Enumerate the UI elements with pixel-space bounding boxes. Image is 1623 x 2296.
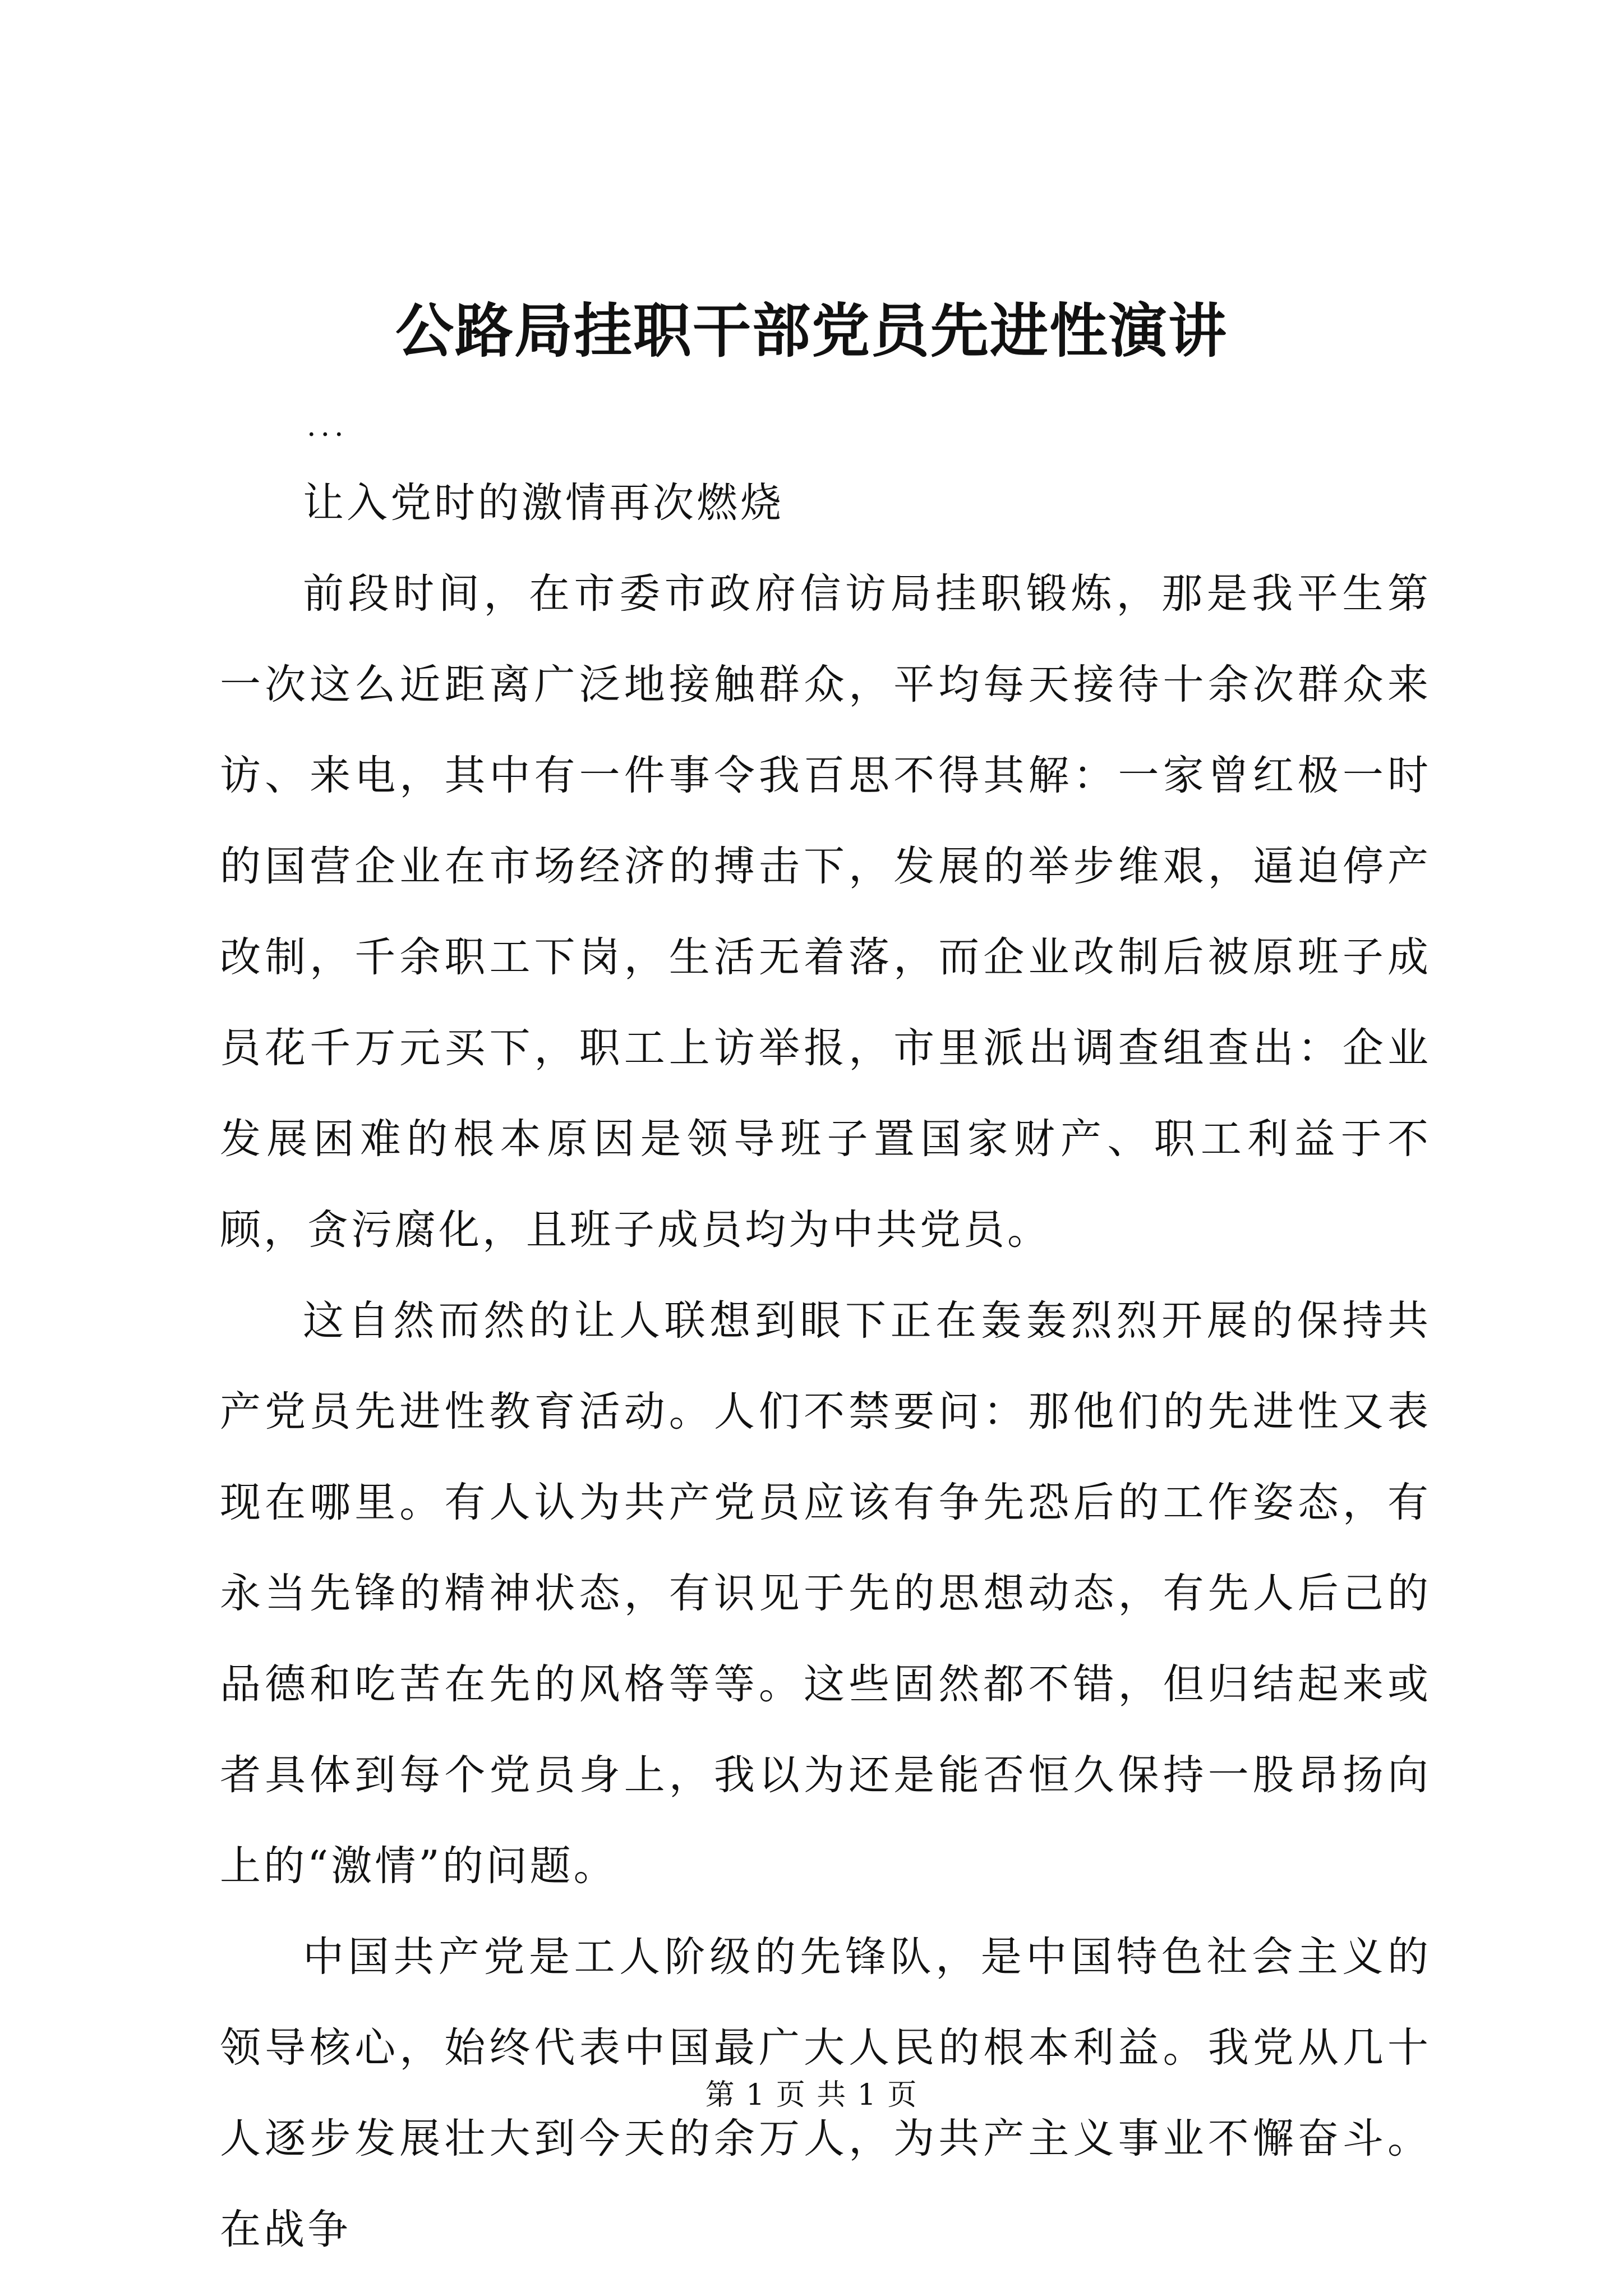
paragraph-2: 这自然而然的让人联想到眼下正在轰轰烈烈开展的保持共产党员先进性教育活动。人们不禁要问：那他们的先进性又表现在哪里。有人认为共产党员应该有争先恐后的工作姿态，有永当先锋的精神状态，有识见于先的思想动态，有先人后己的品德和吃苦在先的风格等等。这些固然都不错，但归结起来或者具体到每个党员身上，我以为还是能否恒久保持一股昂扬向上的“激情”的问题。 [220, 1297, 1431, 1890]
page-footer: 第 1 页 共 1 页 [705, 2078, 918, 2112]
paragraph-1: 前段时间，在市委市政府信访局挂职锻炼，那是我平生第一次这么近距离广泛地接触群众，平均每天接待十余次群众来访、来电，其中有一件事令我百思不得其解：一家曾红极一时的国营企业在市场经济的搏击下，发展的举步维艰，逼迫停产改制，千余职工下岗，生活无着落，而企业改制后被原班子成员花千万元买下，职工上访举报，市里派出调查组查出：企业发展困难的根本原因是领导班子置国家财产、职工利益于不顾，贪污腐化，且班子成员均为中共党员。 [220, 570, 1431, 1254]
paragraph-3: 中国共产党是工人阶级的先锋队，是中国特色社会主义的领导核心，始终代表中国最广大人民的根本利益。我党从几十人逐步发展壮大到今天的余万人，为共产主义事业不懈奋斗。在战争 [220, 1933, 1431, 2253]
document-body [220, 404, 1431, 2275]
ellipsis-text: ... [307, 409, 348, 443]
document-title: 公路局挂职干部党员先进性演讲 [395, 296, 1228, 365]
subtitle: 让入党时的激情再次燃烧 [303, 479, 784, 527]
